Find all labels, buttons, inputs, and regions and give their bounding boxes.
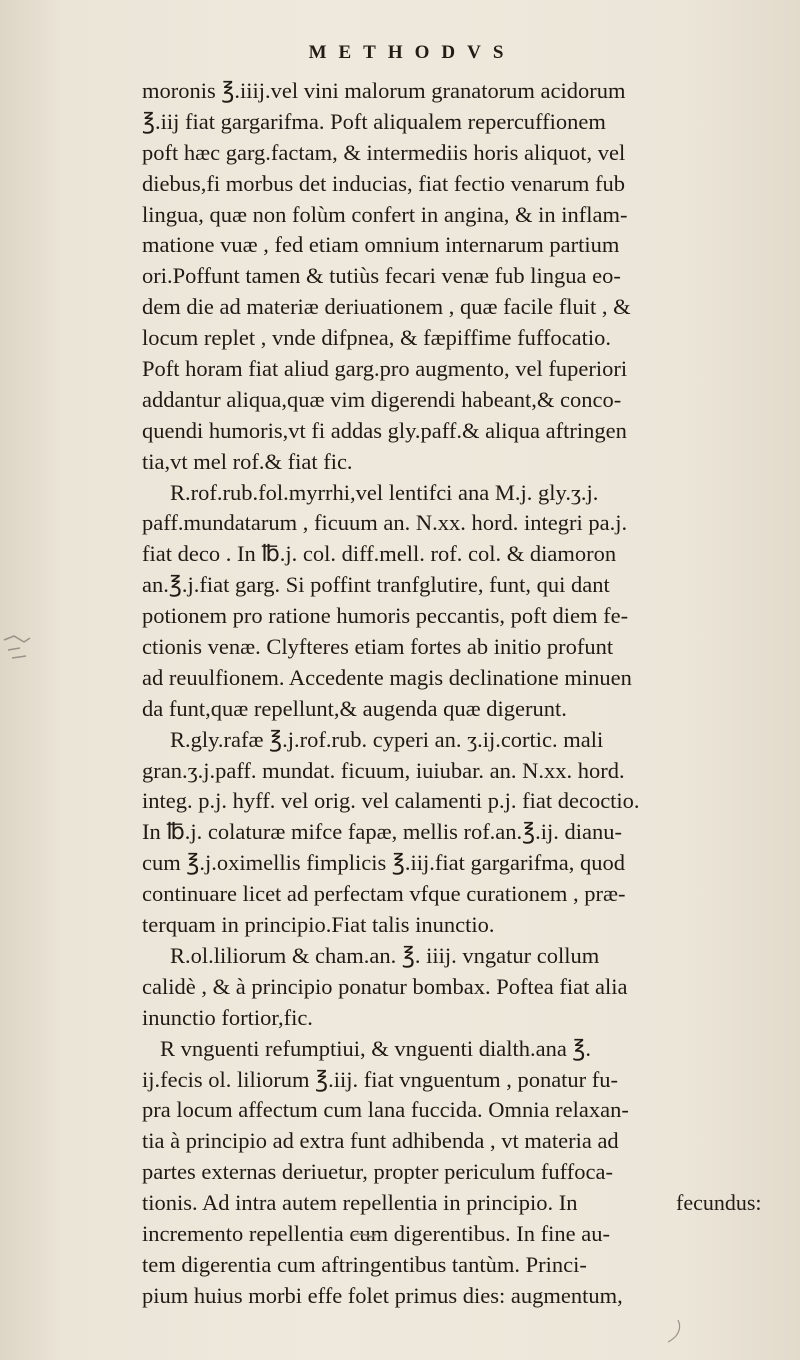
text-line: calidè , & à principio ponatur bombax. Poftea fiat alia [142, 973, 628, 999]
text-line: integ. p.j. hyff. vel orig. vel calamenti p.j. fiat decoctio. [142, 788, 640, 814]
text-line: diebus,fi morbus det inducias, fiat fectio venarum fub [142, 170, 625, 196]
text-line: pra locum affectum cum lana fuccida. Omnia relaxan- [142, 1097, 629, 1123]
text-line: addantur aliqua,quæ vim digerendi habeant,& conco- [142, 386, 622, 412]
running-head: METHODVS [308, 42, 516, 63]
text-line: incremento repellentia cum digerentibus. In fine au- [142, 1220, 610, 1246]
text-line: ctionis venæ. Clyfteres etiam fortes ab initio profunt [142, 634, 614, 660]
text-line: poft hæc garg.factam, & intermediis horis aliquot, vel [142, 139, 626, 165]
text-line: Poft horam fiat aliud garg.pro augmento, vel fuperiori [142, 356, 628, 382]
text-line: tia,vt mel rof.& fiat fic. [142, 448, 353, 474]
text-line: tionis. Ad intra autem repellentia in principio. In [142, 1190, 578, 1216]
text-line: tem digerentia cum aftringentibus tantùm. Princi- [142, 1251, 587, 1277]
text-line: fiat deco . In ℔.j. col. diff.mell. rof. col. & diamoron [142, 541, 617, 567]
text-line: paff.mundatarum , ficuum an. N.xx. hord. integri pa.j. [142, 510, 628, 536]
margin-stain-icon [0, 622, 60, 672]
text-line: terquam in principio.Fiat talis inunctio. [142, 912, 495, 938]
text-line: an.℥.j.fiat garg. Si poffint tranfglutire, funt, qui dant [142, 572, 610, 598]
recipe-line: R vnguenti refumptiui, & vnguenti dialth.ana ℥. [160, 1035, 592, 1061]
text-line: ori.Poffunt tamen & tutiùs fecari venæ fub lingua eo- [142, 263, 621, 289]
recipe-line: R.rof.rub.fol.myrrhi,vel lentifci ana M.j. gly.ʒ.j. [170, 479, 599, 505]
recipe-line: R.ol.liliorum & cham.an. ℥. iiij. vngatur collum [170, 942, 600, 968]
text-line: In ℔.j. colaturæ mifce fapæ, mellis rof.an.℥.ij. dianu- [142, 819, 623, 845]
text-line: partes externas deriuetur, propter periculum fuffoca- [142, 1159, 613, 1185]
text-line: da funt,quæ repellunt,& augenda quæ digerunt. [142, 695, 567, 721]
text-line: cum ℥.j.oximellis fimplicis ℥.iij.fiat gargarifma, quod [142, 850, 625, 876]
text-line: quendi humoris,vt fi addas gly.paff.& aliqua aftringen [142, 417, 627, 443]
text-line: ad reuulfionem. Accedente magis declinatione minuen [142, 664, 632, 690]
text-line: dem die ad materiæ deriuationem , quæ facile fluit , & [142, 294, 631, 320]
text-line: locum replet , vnde difpnea, & fæpiffime fuffocatio. [142, 325, 612, 351]
text-line: gran.ʒ.j.paff. mundat. ficuum, iuiubar. an. N.xx. hord. [142, 757, 625, 783]
ink-smudge-icon [350, 1228, 380, 1242]
recipe-line: R.gly.rafæ ℥.j.rof.rub. cyperi an. ʒ.ij.cortic. mali [170, 726, 604, 752]
text-line: tia à principio ad extra funt adhibenda , vt materia ad [142, 1128, 619, 1154]
text-line: lingua, quæ non folùm confert in angina, & in inflam- [142, 201, 628, 227]
text-line: inunctio fortior,fic. [142, 1004, 313, 1030]
text-line: pium huius morbi effe folet primus dies: augmentum, [142, 1282, 623, 1308]
text-line: moronis ℥.iiij.vel vini malorum granatorum acidorum [142, 78, 626, 103]
catchword: fecundus: [676, 1190, 762, 1215]
body-text [142, 76, 774, 1312]
text-line: potionem pro ratione humoris peccantis, poft diem fe- [142, 603, 629, 629]
text-line: continuare licet ad perfectam vfque curationem , præ- [142, 881, 626, 907]
text-line: ℥.iij fiat gargarifma. Poft aliqualem repercuffionem [142, 108, 606, 134]
ink-stroke-icon [664, 1318, 686, 1344]
text-line: matione vuæ , fed etiam omnium internarum partium [142, 232, 620, 258]
text-line: ij.fecis ol. liliorum ℥.iij. fiat vnguentum , ponatur fu- [142, 1066, 619, 1092]
